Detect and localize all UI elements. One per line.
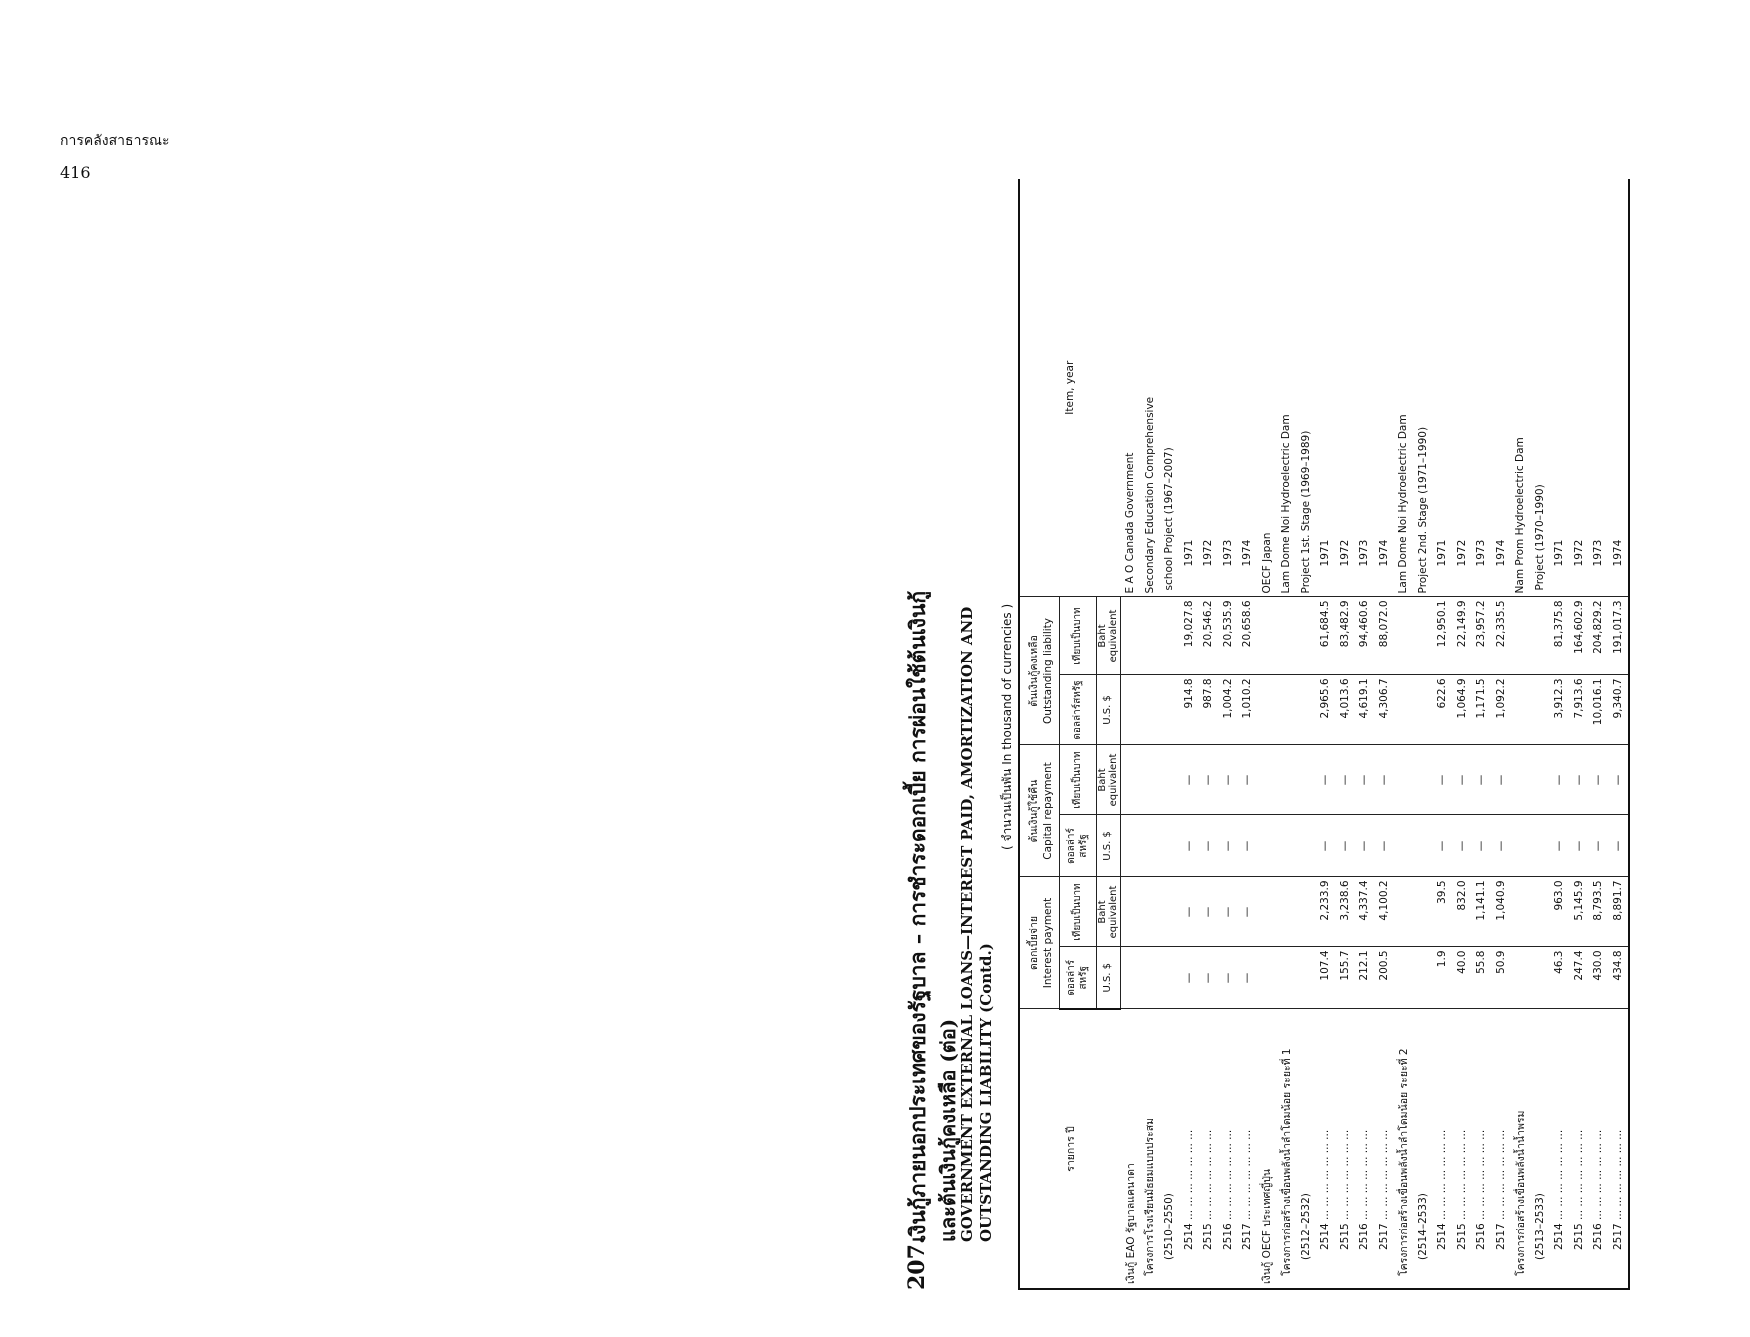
outstanding-usd-cell (1277, 675, 1297, 745)
capital-baht-cell: — (1491, 745, 1511, 815)
row-item-english: OECF Japan (1257, 179, 1277, 597)
header-baht-th: เทียบเป็นบาท (1059, 745, 1096, 815)
header-outstanding-th: ต้นเงินกู้คงเหลือ (1027, 635, 1040, 707)
capital-usd-cell: — (1335, 815, 1355, 877)
interest-baht-cell: 8,793.5 (1589, 877, 1609, 947)
outstanding-baht-cell: 22,149.9 (1452, 597, 1472, 675)
interest-baht-cell (1296, 877, 1316, 947)
row-item-thai: 2515 ... ... ... ... ... ... ... (1199, 1009, 1219, 1289)
capital-usd-cell (1511, 815, 1531, 877)
capital-baht-cell (1296, 745, 1316, 815)
capital-baht-cell: — (1433, 745, 1453, 815)
capital-usd-cell (1140, 815, 1160, 877)
table-row (1179, 179, 1199, 1289)
table-row (1238, 179, 1258, 1289)
row-item-english: 1972 (1452, 179, 1472, 597)
interest-usd-cell: 434.8 (1608, 947, 1629, 1009)
rotated-table-page (900, 180, 1750, 1290)
capital-usd-cell (1413, 815, 1433, 877)
table-row (1452, 179, 1472, 1289)
table-row (1218, 179, 1238, 1289)
interest-usd-cell: 40.0 (1452, 947, 1472, 1009)
table-row (1589, 179, 1609, 1289)
interest-baht-cell (1140, 877, 1160, 947)
row-item-english: 1973 (1218, 179, 1238, 597)
header-item-en: Item, year (1019, 179, 1120, 597)
row-item-thai: 2517 ... ... ... ... ... ... ... (1608, 1009, 1629, 1289)
title-english-line2: OUTSTANDING LIABILITY (Contd.) (977, 943, 995, 1242)
interest-baht-cell: — (1238, 877, 1258, 947)
header-capital-en: Capital repayment (1041, 762, 1054, 860)
row-item-english: Lam Dome Noi Hydroelectric Dam (1277, 179, 1297, 597)
interest-baht-cell (1511, 877, 1531, 947)
row-item-thai: 2516 ... ... ... ... ... ... ... (1472, 1009, 1492, 1289)
outstanding-usd-cell: 1,171.5 (1472, 675, 1492, 745)
header-baht-en: Baht equivalent (1096, 745, 1120, 815)
interest-usd-cell: 155.7 (1335, 947, 1355, 1009)
capital-baht-cell (1394, 745, 1414, 815)
capital-baht-cell (1120, 745, 1140, 815)
header-baht-th: เทียบเป็นบาท (1059, 597, 1096, 675)
interest-baht-cell: 4,337.4 (1355, 877, 1375, 947)
outstanding-usd-cell: 1,064.9 (1452, 675, 1472, 745)
outstanding-usd-cell: 622.6 (1433, 675, 1453, 745)
capital-usd-cell: — (1491, 815, 1511, 877)
capital-baht-cell: — (1472, 745, 1492, 815)
interest-usd-cell: 46.3 (1550, 947, 1570, 1009)
header-item-thai: รายการ ปี (1019, 1009, 1120, 1289)
capital-usd-cell: — (1316, 815, 1336, 877)
outstanding-baht-cell: 23,957.2 (1472, 597, 1492, 675)
interest-usd-cell: 430.0 (1589, 947, 1609, 1009)
interest-baht-cell: 963.0 (1550, 877, 1570, 947)
row-item-english: 1974 (1491, 179, 1511, 597)
row-item-english: 1974 (1608, 179, 1629, 597)
row-item-thai: 2514 ... ... ... ... ... ... ... (1179, 1009, 1199, 1289)
capital-baht-cell: — (1550, 745, 1570, 815)
row-item-english: Project 2nd. Stage (1971–1990) (1413, 179, 1433, 597)
capital-baht-cell (1511, 745, 1531, 815)
header-capital-th: ต้นเงินกู้ใช้คืน (1027, 779, 1040, 843)
interest-usd-cell (1511, 947, 1531, 1009)
row-item-english: 1972 (1335, 179, 1355, 597)
interest-usd-cell: — (1218, 947, 1238, 1009)
capital-baht-cell (1160, 745, 1180, 815)
interest-usd-cell (1277, 947, 1297, 1009)
outstanding-usd-cell (1296, 675, 1316, 745)
capital-usd-cell: — (1589, 815, 1609, 877)
outstanding-usd-cell: 4,013.6 (1335, 675, 1355, 745)
table-row (1413, 179, 1433, 1289)
table-row (1511, 179, 1531, 1289)
outstanding-usd-cell (1140, 675, 1160, 745)
row-item-thai: เงินกู้ EAO รัฐบาลแคนาดา (1120, 1009, 1140, 1289)
header-usd-en: U.S. $ (1096, 947, 1120, 1009)
capital-usd-cell: — (1550, 815, 1570, 877)
header-capital-group (1019, 745, 1059, 877)
table-row (1296, 179, 1316, 1289)
table-row (1374, 179, 1394, 1289)
row-item-thai: 2515 ... ... ... ... ... ... ... (1452, 1009, 1472, 1289)
outstanding-baht-cell: 88,072.0 (1374, 597, 1394, 675)
outstanding-baht-cell: 20,535.9 (1218, 597, 1238, 675)
capital-baht-cell (1413, 745, 1433, 815)
title-english-line1: GOVERNMENT EXTERNAL LOANS—INTEREST PAID, AMORTIZATION AND (958, 606, 976, 1242)
interest-baht-cell: 8,891.7 (1608, 877, 1629, 947)
interest-usd-cell: 200.5 (1374, 947, 1394, 1009)
row-item-english: 1971 (1316, 179, 1336, 597)
table-row (1530, 179, 1550, 1289)
outstanding-usd-cell (1530, 675, 1550, 745)
capital-usd-cell: — (1355, 815, 1375, 877)
outstanding-baht-cell (1511, 597, 1531, 675)
outstanding-baht-cell (1296, 597, 1316, 675)
capital-usd-cell (1277, 815, 1297, 877)
outstanding-baht-cell: 20,658.6 (1238, 597, 1258, 675)
outstanding-usd-cell: 914.8 (1179, 675, 1199, 745)
interest-baht-cell: 832.0 (1452, 877, 1472, 947)
outstanding-baht-cell (1160, 597, 1180, 675)
header-baht-en: Baht equivalent (1096, 877, 1120, 947)
row-item-thai: 2514 ... ... ... ... ... ... ... (1316, 1009, 1336, 1289)
table-row (1257, 179, 1277, 1289)
table-row (1550, 179, 1570, 1289)
interest-usd-cell: 1.9 (1433, 947, 1453, 1009)
header-usd-en: U.S. $ (1096, 815, 1120, 877)
capital-usd-cell: — (1374, 815, 1394, 877)
interest-usd-cell: 107.4 (1316, 947, 1336, 1009)
interest-usd-cell (1120, 947, 1140, 1009)
row-item-english: 1972 (1199, 179, 1219, 597)
header-outstanding-en: Outstanding liability (1041, 617, 1054, 724)
row-item-english: 1974 (1374, 179, 1394, 597)
capital-usd-cell: — (1472, 815, 1492, 877)
capital-baht-cell: — (1179, 745, 1199, 815)
row-item-thai: 2517 ... ... ... ... ... ... ... (1238, 1009, 1258, 1289)
interest-baht-cell: — (1218, 877, 1238, 947)
interest-baht-cell (1413, 877, 1433, 947)
interest-baht-cell: 4,100.2 (1374, 877, 1394, 947)
outstanding-baht-cell (1140, 597, 1160, 675)
row-item-english: 1971 (1550, 179, 1570, 597)
table-row (1277, 179, 1297, 1289)
row-item-english: E A O Canada Government (1120, 179, 1140, 597)
row-item-thai: โครงการก่อสร้างเขื่อนพลังน้ำน้ำพรม (1511, 1009, 1531, 1289)
row-item-thai: 2516 ... ... ... ... ... ... ... (1218, 1009, 1238, 1289)
outstanding-usd-cell (1257, 675, 1277, 745)
outstanding-baht-cell (1257, 597, 1277, 675)
header-interest-th: ดอกเบี้ยจ่าย (1027, 915, 1040, 971)
interest-usd-cell: — (1179, 947, 1199, 1009)
row-item-thai: (2510–2550) (1160, 1009, 1180, 1289)
capital-usd-cell (1160, 815, 1180, 877)
table-row (1120, 179, 1140, 1289)
table-row (1569, 179, 1589, 1289)
row-item-thai: โครงการโรงเรียนมัธยมแบบประสม (1140, 1009, 1160, 1289)
publication-header: การคลังสาธารณะ (60, 133, 170, 149)
outstanding-baht-cell: 19,027.8 (1179, 597, 1199, 675)
interest-usd-cell: — (1238, 947, 1258, 1009)
outstanding-usd-cell (1511, 675, 1531, 745)
outstanding-usd-cell: 1,092.2 (1491, 675, 1511, 745)
interest-usd-cell (1296, 947, 1316, 1009)
table-row (1491, 179, 1511, 1289)
interest-baht-cell: 1,141.1 (1472, 877, 1492, 947)
capital-baht-cell: — (1608, 745, 1629, 815)
interest-usd-cell (1530, 947, 1550, 1009)
outstanding-usd-cell: 987.8 (1199, 675, 1219, 745)
table-row (1199, 179, 1219, 1289)
interest-baht-cell (1277, 877, 1297, 947)
capital-baht-cell: — (1218, 745, 1238, 815)
outstanding-baht-cell: 204,829.2 (1589, 597, 1609, 675)
page-number: 416 (60, 163, 91, 182)
capital-usd-cell: — (1199, 815, 1219, 877)
interest-usd-cell (1160, 947, 1180, 1009)
interest-usd-cell: 50.9 (1491, 947, 1511, 1009)
outstanding-baht-cell (1394, 597, 1414, 675)
outstanding-usd-cell: 4,619.1 (1355, 675, 1375, 745)
header-interest-en: Interest payment (1041, 897, 1054, 989)
interest-baht-cell: — (1179, 877, 1199, 947)
table-row (1394, 179, 1414, 1289)
header-usd-th: ดอลล่าร์สหรัฐ (1059, 815, 1096, 877)
capital-baht-cell: — (1569, 745, 1589, 815)
outstanding-baht-cell: 20,546.2 (1199, 597, 1219, 675)
table-row (1335, 179, 1355, 1289)
row-item-english: Project (1970–1990) (1530, 179, 1550, 597)
capital-baht-cell: — (1589, 745, 1609, 815)
outstanding-usd-cell: 10,016.1 (1589, 675, 1609, 745)
interest-baht-cell: 1,040.9 (1491, 877, 1511, 947)
row-item-english: 1972 (1569, 179, 1589, 597)
capital-baht-cell: — (1335, 745, 1355, 815)
outstanding-usd-cell: 4,306.7 (1374, 675, 1394, 745)
table-row (1433, 179, 1453, 1289)
outstanding-baht-cell: 83,482.9 (1335, 597, 1355, 675)
outstanding-baht-cell (1530, 597, 1550, 675)
row-item-thai: (2512–2532) (1296, 1009, 1316, 1289)
header-usd-th: ดอลล่าร์สหรัฐ (1059, 947, 1096, 1009)
row-item-thai: 2517 ... ... ... ... ... ... ... (1491, 1009, 1511, 1289)
outstanding-baht-cell: 191,017.3 (1608, 597, 1629, 675)
row-item-english: school Project (1967–2007) (1160, 179, 1180, 597)
interest-baht-cell: 39.5 (1433, 877, 1453, 947)
row-item-english: 1971 (1433, 179, 1453, 597)
table-number: 207. (904, 1236, 930, 1290)
capital-baht-cell (1277, 745, 1297, 815)
unit-note: ( จำนวนเป็นพัน In thousand of currencies ) (1000, 603, 1014, 850)
outstanding-baht-cell: 81,375.8 (1550, 597, 1570, 675)
row-item-thai: 2514 ... ... ... ... ... ... ... (1433, 1009, 1453, 1289)
interest-usd-cell (1413, 947, 1433, 1009)
interest-baht-cell (1120, 877, 1140, 947)
row-item-thai: 2514 ... ... ... ... ... ... ... (1550, 1009, 1570, 1289)
row-item-english: 1973 (1355, 179, 1375, 597)
outstanding-usd-cell: 9,340.7 (1608, 675, 1629, 745)
header-baht-th: เทียบเป็นบาท (1059, 877, 1096, 947)
capital-baht-cell: — (1199, 745, 1219, 815)
capital-baht-cell: — (1238, 745, 1258, 815)
capital-usd-cell (1120, 815, 1140, 877)
capital-usd-cell (1257, 815, 1277, 877)
outstanding-baht-cell: 22,335.5 (1491, 597, 1511, 675)
interest-baht-cell: — (1199, 877, 1219, 947)
row-item-thai: 2517 ... ... ... ... ... ... ... (1374, 1009, 1394, 1289)
capital-usd-cell: — (1218, 815, 1238, 877)
capital-baht-cell: — (1374, 745, 1394, 815)
interest-usd-cell (1257, 947, 1277, 1009)
interest-baht-cell (1160, 877, 1180, 947)
capital-baht-cell (1140, 745, 1160, 815)
outstanding-baht-cell: 12,950.1 (1433, 597, 1453, 675)
row-item-thai: โครงการก่อสร้างเขื่อนพลังน้ำลำโดมน้อย ระยะที่ 1 (1277, 1009, 1297, 1289)
outstanding-usd-cell (1160, 675, 1180, 745)
row-item-english: 1973 (1472, 179, 1492, 597)
capital-usd-cell (1394, 815, 1414, 877)
interest-usd-cell: 247.4 (1569, 947, 1589, 1009)
row-item-thai: (2513–2533) (1530, 1009, 1550, 1289)
table-row (1355, 179, 1375, 1289)
row-item-english: 1974 (1238, 179, 1258, 597)
interest-baht-cell (1257, 877, 1277, 947)
capital-baht-cell: — (1355, 745, 1375, 815)
row-item-thai: 2516 ... ... ... ... ... ... ... (1355, 1009, 1375, 1289)
table-row (1160, 179, 1180, 1289)
row-item-english: Lam Dome Noi Hydroelectric Dam (1394, 179, 1414, 597)
interest-usd-cell: 55.8 (1472, 947, 1492, 1009)
table-row (1140, 179, 1160, 1289)
table-title-block (900, 180, 1020, 1290)
row-item-thai: (2514–2533) (1413, 1009, 1433, 1289)
capital-usd-cell (1530, 815, 1550, 877)
row-item-thai: 2515 ... ... ... ... ... ... ... (1335, 1009, 1355, 1289)
interest-baht-cell: 3,238.6 (1335, 877, 1355, 947)
row-item-english: Project 1st. Stage (1969–1989) (1296, 179, 1316, 597)
interest-usd-cell: 212.1 (1355, 947, 1375, 1009)
row-item-english: 1971 (1179, 179, 1199, 597)
outstanding-usd-cell: 1,004.2 (1218, 675, 1238, 745)
loans-table (1018, 179, 1630, 1290)
outstanding-usd-cell (1394, 675, 1414, 745)
row-item-thai: โครงการก่อสร้างเขื่อนพลังน้ำลำโดมน้อย ระยะที่ 2 (1394, 1009, 1414, 1289)
outstanding-baht-cell (1277, 597, 1297, 675)
outstanding-baht-cell: 94,460.6 (1355, 597, 1375, 675)
interest-baht-cell (1530, 877, 1550, 947)
capital-baht-cell (1257, 745, 1277, 815)
capital-usd-cell: — (1433, 815, 1453, 877)
capital-usd-cell: — (1608, 815, 1629, 877)
interest-baht-cell: 5,145.9 (1569, 877, 1589, 947)
header-interest-group (1019, 877, 1059, 1009)
row-item-thai: 2516 ... ... ... ... ... ... ... (1589, 1009, 1609, 1289)
capital-usd-cell (1296, 815, 1316, 877)
capital-usd-cell: — (1179, 815, 1199, 877)
capital-baht-cell: — (1316, 745, 1336, 815)
row-item-thai: 2515 ... ... ... ... ... ... ... (1569, 1009, 1589, 1289)
interest-usd-cell: — (1199, 947, 1219, 1009)
table-row (1316, 179, 1336, 1289)
table-row (1472, 179, 1492, 1289)
outstanding-usd-cell: 3,912.3 (1550, 675, 1570, 745)
outstanding-usd-cell (1120, 675, 1140, 745)
row-item-english: 1973 (1589, 179, 1609, 597)
header-usd-en: U.S. $ (1096, 675, 1120, 745)
outstanding-usd-cell (1413, 675, 1433, 745)
interest-usd-cell (1394, 947, 1414, 1009)
interest-baht-cell: 2,233.9 (1316, 877, 1336, 947)
capital-baht-cell: — (1452, 745, 1472, 815)
outstanding-baht-cell (1413, 597, 1433, 675)
capital-usd-cell: — (1238, 815, 1258, 877)
title-thai-line1: เงินกู้ภายนอกประเทศของรัฐบาล – การชำระดอกเบี้ย การผ่อนใช้ต้นเงินกู้ (905, 590, 930, 1242)
row-item-english: Nam Prom Hydroelectric Dam (1511, 179, 1531, 597)
title-thai-line2: และต้นเงินกู้คงเหลือ (ต่อ) (936, 1018, 960, 1242)
interest-usd-cell (1140, 947, 1160, 1009)
row-item-english: Secondary Education Comprehensive (1140, 179, 1160, 597)
capital-baht-cell (1530, 745, 1550, 815)
outstanding-usd-cell: 2,965.6 (1316, 675, 1336, 745)
table-row (1608, 179, 1629, 1289)
outstanding-baht-cell (1120, 597, 1140, 675)
outstanding-usd-cell: 1,010.2 (1238, 675, 1258, 745)
table-body (1120, 179, 1629, 1289)
row-item-thai: เงินกู้ OECF ประเทศญี่ปุ่น (1257, 1009, 1277, 1289)
header-usd-th: ดอลล่าร์สหรัฐ (1059, 675, 1096, 745)
header-baht-en: Baht equivalent (1096, 597, 1120, 675)
interest-baht-cell (1394, 877, 1414, 947)
capital-usd-cell: — (1569, 815, 1589, 877)
outstanding-baht-cell: 164,602.9 (1569, 597, 1589, 675)
header-outstanding-group (1019, 597, 1059, 745)
capital-usd-cell: — (1452, 815, 1472, 877)
outstanding-usd-cell: 7,913.6 (1569, 675, 1589, 745)
outstanding-baht-cell: 61,684.5 (1316, 597, 1336, 675)
